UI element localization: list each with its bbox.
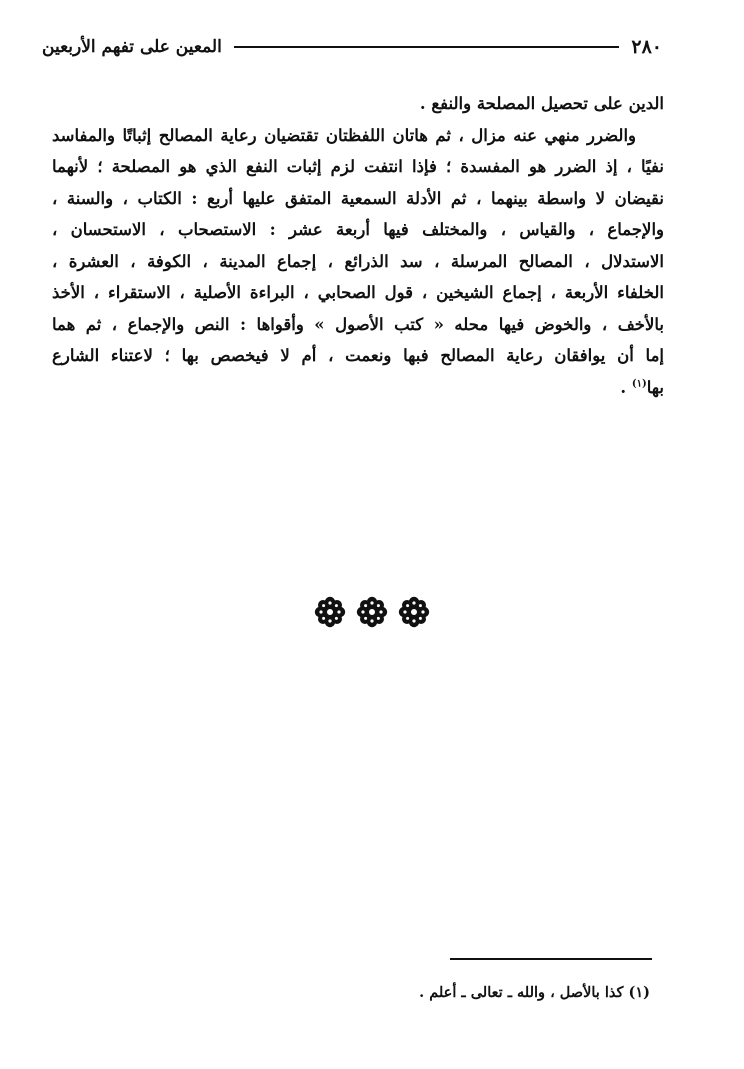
page-number: ٢٨٠ [631, 36, 662, 58]
text-line: والضرر منهي عنه مزال ، ثم هاتان اللفظتان تقتضيان رعاية المصالح إثباتًا والمفاسد [52, 125, 636, 145]
body-text [52, 88, 664, 403]
footnote-divider [450, 958, 652, 960]
text-line: الدين على تحصيل المصلحة والنفع . [419, 94, 664, 113]
text-line: الخلفاء الأربعة ، إجماع الشيخين ، قول الصحابي ، البراءة الأصلية ، الاستقراء ، الأخذ [52, 283, 664, 302]
flower-ornament-icon [314, 596, 346, 628]
flower-ornament-icon [398, 596, 430, 628]
footnote-reference[interactable]: (١) [631, 378, 647, 389]
text-line: نقيضان لا واسطة بينهما ، ثم الأدلة السمعية المتفق عليها أربع : الكتاب ، والسنة ، [52, 188, 664, 208]
running-title: المعين على تفهم الأربعين [42, 37, 222, 57]
header-rule [234, 46, 620, 48]
page-header [42, 32, 662, 62]
text-line: نفيًا ، إذ الضرر هو المفسدة ؛ فإذا انتفت لزم إثبات النفع الذي هو المصلحة ؛ لأنهما [52, 157, 664, 176]
final-word: بها [646, 377, 664, 397]
text-line: الاستدلال ، المصالح المرسلة ، سد الذرائع ، إجماع المدينة ، الكوفة ، العشرة ، [52, 251, 664, 271]
text-line-final [52, 372, 664, 404]
section-ornament [0, 596, 744, 628]
final-period: . [620, 377, 632, 397]
text-line: إما أن يوافقان رعاية المصالح فبها ونعمت ، أم لا فيخصص بها ؛ لاعتناء الشارع [52, 346, 664, 365]
text-line: والإجماع ، والقياس ، والمختلف فيها أربعة عشر : الاستصحاب ، الاستحسان ، [52, 220, 664, 239]
flower-ornament-icon [356, 596, 388, 628]
footnote: (١) كذا بالأصل ، والله ـ تعالى ـ أعلم . [419, 984, 650, 1001]
text-line: بالأخف ، والخوض فيها محله « كتب الأصول » وأقواها : النص والإجماع ، ثم هما [52, 314, 664, 334]
